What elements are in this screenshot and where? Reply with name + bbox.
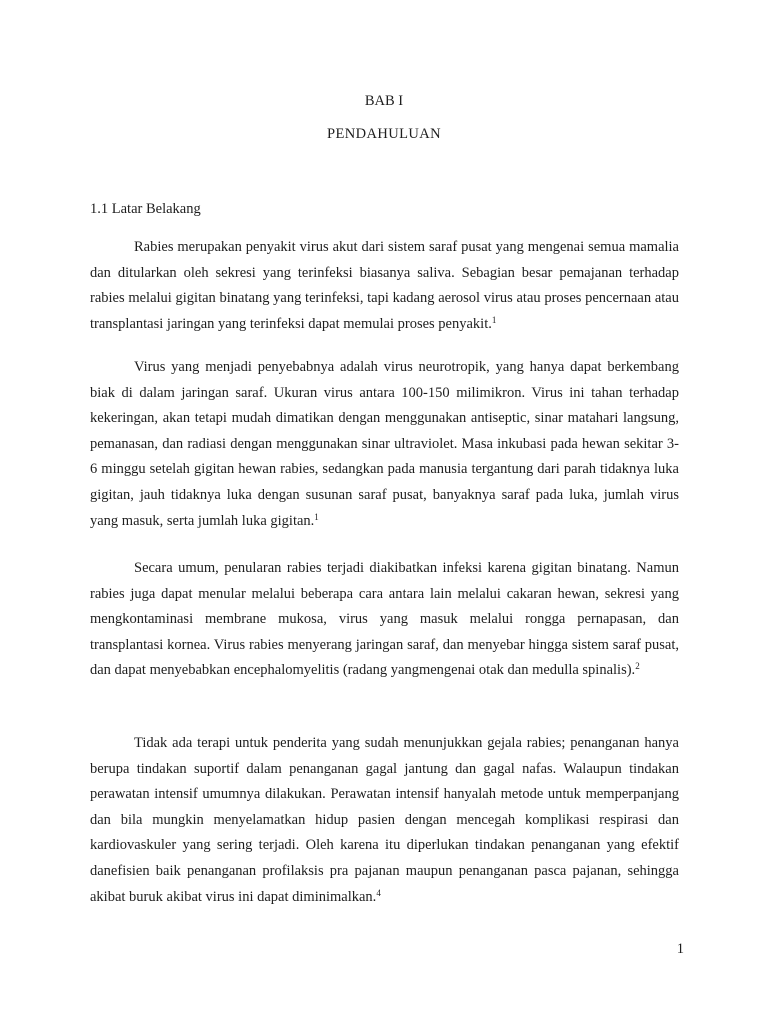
paragraph-2-text: Virus yang menjadi penyebabnya adalah virus neurotropik, yang hanya dapat berkembang biak di dalam jaringan saraf. Ukuran virus antara 100-150 milimikron. Virus ini tahan terhadap kekeringan, akan tetapi mudah dimatikan dengan menggunakan antiseptic, sinar matahari langsung, pemanasan, dan radiasi dengan menggunakan sinar ultraviolet. Masa inkubasi pada hewan sekitar 3-6 minggu setelah gigitan hewan rabies, sedangkan pada manusia tergantung dari parah tidaknya luka gigitan, jauh tidaknya luka dengan susunan saraf pusat, banyaknya saraf pada luka, jumlah virus yang masuk, serta jumlah luka gigitan. (90, 359, 679, 529)
paragraph-4-ref: 4 (376, 887, 381, 898)
section-heading: 1.1 Latar Belakang (90, 201, 201, 217)
page-number: 1 (676, 941, 684, 957)
paragraph-2 (90, 355, 679, 534)
paragraph-3-text: Secara umum, penularan rabies terjadi diakibatkan infeksi karena gigitan binatang. Namun rabies juga dapat menular melalui beberapa cara antara lain melalui cakaran hewan, sekresi yang mengkontaminasi membrane mukosa, virus yang masuk melalui rongga pernapasan, dan transplantasi kornea. Virus rabies menyerang jaringan saraf, dan menyebar hingga sistem saraf pusat, dan dapat menyebabkan encephalomyelitis (radang yangmengenai otak dan medulla spinalis). (90, 560, 679, 679)
chapter-title: PENDAHULUAN (327, 126, 441, 142)
paragraph-1 (90, 235, 679, 337)
paragraph-4-text: Tidak ada terapi untuk penderita yang sudah menunjukkan gejala rabies; penanganan hanya berupa tindakan suportif dalam penanganan gagal jantung dan gagal nafas. Walaupun tindakan perawatan intensif umumnya dilakukan. Perawatan intensif hanyalah metode untuk memperpanjang dan bila mungkin menyelamatkan hidup pasien dengan mencegah komplikasi respirasi dan kardiovaskuler yang sering terjadi. Oleh karena itu diperlukan tindakan penanganan yang efektif danefisien baik penanganan profilaksis pra pajanan maupun penanganan pasca pajanan, sehingga akibat buruk akibat virus ini dapat diminimalkan. (90, 735, 679, 905)
paragraph-1-ref: 1 (491, 314, 497, 325)
paragraph-4 (90, 731, 679, 910)
chapter-label: BAB I (364, 93, 404, 109)
paragraph-3 (90, 556, 679, 684)
paragraph-3-ref: 2 (635, 661, 640, 672)
paragraph-2-ref: 1 (314, 511, 319, 522)
paragraph-1-text: Rabies merupakan penyakit virus akut dari sistem saraf pusat yang mengenai semua mamalia dan ditularkan oleh sekresi yang terinfeksi biasanya saliva. Sebagian besar pemajanan terhadap rabies melalui gigitan binatang yang terinfeksi, tapi kadang aerosol virus atau proses pencernaan atau transplantasi jaringan yang terinfeksi dapat memulai proses penyakit. (90, 239, 679, 332)
